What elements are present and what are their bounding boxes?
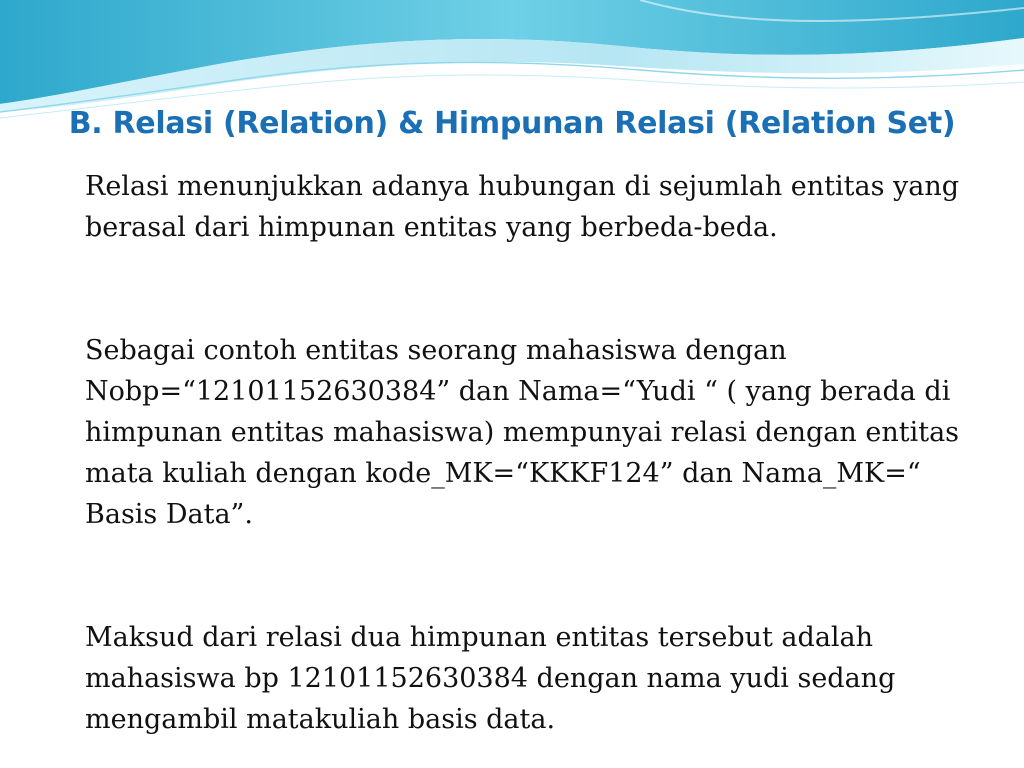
body-text	[85, 166, 965, 740]
paragraph-example: Sebagai contoh entitas seorang mahasiswa dengan Nobp=“12101152630384” dan Nama=“Yudi “ ( yang berada di himpunan entitas mahasiswa) mempunyai relasi dengan entitas mata kuliah dengan kode_MK=“KKKF124” dan Nama_MK=“ Basis Data”.	[85, 335, 960, 530]
slide-title: B. Relasi (Relation) & Himpunan Relasi (Relation Set)	[68, 106, 956, 141]
paragraph-meaning: Maksud dari relasi dua himpunan entitas tersebut adalah mahasiswa bp 12101152630384 dengan nama yudi sedang mengambil matakuliah basis data.	[85, 622, 896, 735]
paragraph-definition: Relasi menunjukkan adanya hubungan di sejumlah entitas yang berasal dari himpunan entitas yang berbeda-beda.	[85, 171, 960, 243]
